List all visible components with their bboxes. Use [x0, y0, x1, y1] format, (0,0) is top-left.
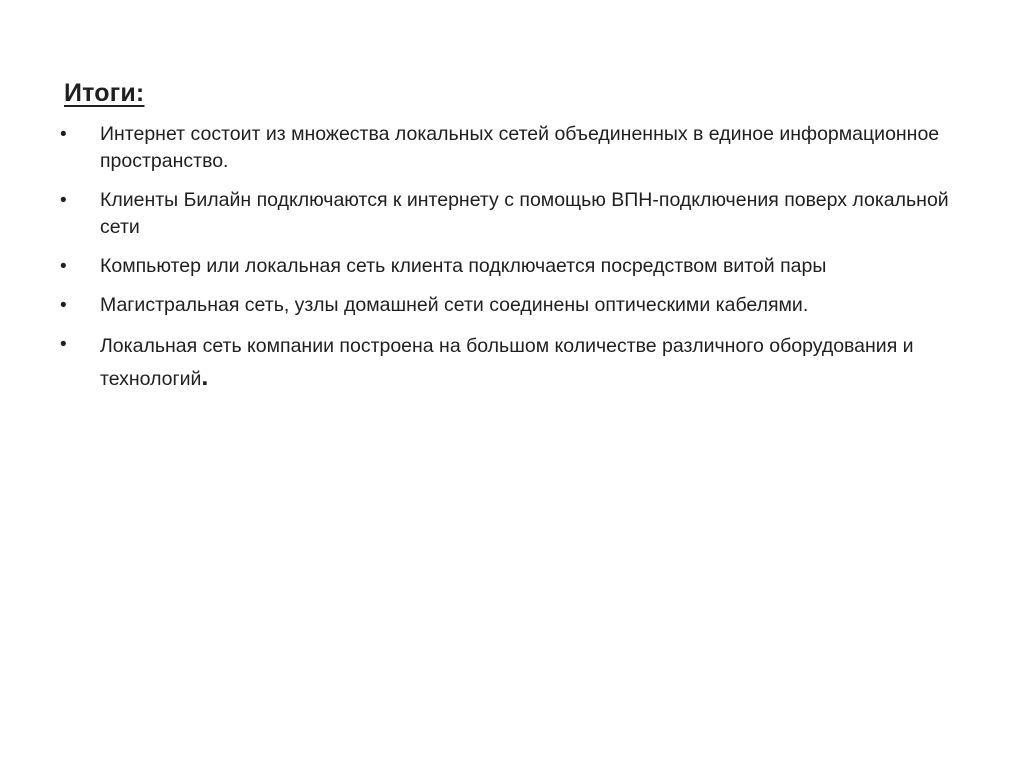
list-item	[0, 253, 1024, 280]
list-item	[0, 331, 1024, 395]
list-item	[0, 292, 1024, 319]
bullet-icon: •	[60, 124, 67, 145]
bullet-icon: •	[60, 190, 67, 211]
bullet-icon: •	[60, 256, 67, 277]
list-item-text: Магистральная сеть, узлы домашней сети соединены оптическими кабелями.	[100, 294, 809, 316]
list-item-period: .	[201, 363, 209, 391]
list-item	[0, 187, 1024, 241]
bullet-list	[0, 121, 1024, 407]
list-item	[0, 121, 1024, 175]
list-item-text: Интернет состоит из множества локальных сетей объединенных в единое информационное пространство.	[100, 123, 940, 172]
list-item-text: Клиенты Билайн подключаются к интернету с помощью ВПН-подключения поверх локальной сети	[100, 189, 949, 238]
bullet-icon: •	[60, 295, 67, 316]
list-item-text: Локальная сеть компании построена на большом количестве различного оборудования и технологий	[100, 335, 914, 390]
bullet-icon: •	[60, 334, 67, 355]
list-item-text: Компьютер или локальная сеть клиента подключается посредством витой пары	[100, 255, 827, 277]
slide-title: Итоги:	[64, 79, 145, 107]
